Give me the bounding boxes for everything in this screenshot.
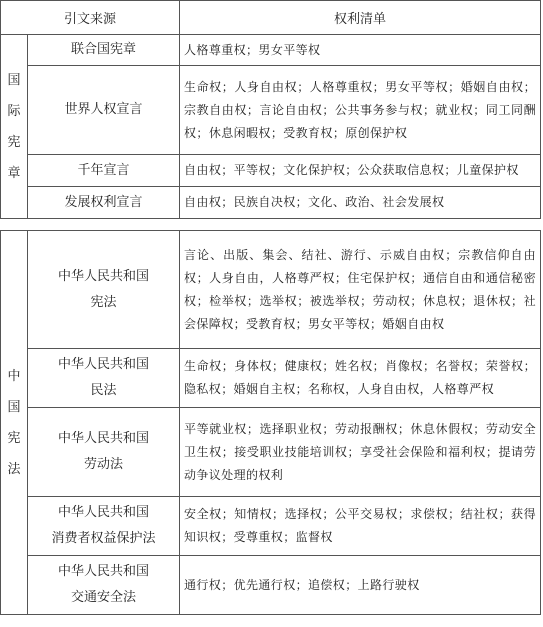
rights-cell: 生命权；身体权；健康权；姓名权；肖像权；名誉权；荣誉权；隐私权；婚姻自主权；名称权，人身自由权，人格尊严权: [180, 349, 541, 408]
source-cell: 联合国宪章: [28, 35, 180, 66]
rights-cell: 平等就业权；选择职业权；劳动报酬权；休息休假权；劳动安全卫生权；接受职业技能培训权；享受社会保险和福利权；提请劳动争议处理的权利: [180, 408, 541, 497]
domestic-table: [0, 230, 541, 615]
table-row: [1, 349, 541, 408]
rights-cell: 自由权；民族自决权；文化、政治、社会发展权: [180, 187, 541, 219]
rights-cell: 自由权；平等权；文化保护权；公众获取信息权；儿童保护权: [180, 155, 541, 187]
source-cell: 中华人民共和国 民法: [28, 349, 180, 408]
header-rights: 权利清单: [180, 1, 541, 35]
rights-cell: 言论、出版、集会、结社、游行、示威自由权；宗教信仰自由权；人身自由，人格尊严权；住宅保护权；通信自由和通信秘密权；检举权；选举权；被选举权；劳动权；休息权；退休权；社会保障权；受教育权；男女平等权；婚姻自由权: [180, 231, 541, 349]
table-row: [1, 231, 541, 349]
source-cell: 中华人民共和国 宪法: [28, 231, 180, 349]
source-cell: 中华人民共和国 消费者权益保护法: [28, 497, 180, 556]
source-cell: 千年宣言: [28, 155, 180, 187]
rights-cell: 人格尊重权；男女平等权: [180, 35, 541, 66]
source-cell: 中华人民共和国 交通安全法: [28, 556, 180, 615]
international-table: [0, 0, 541, 219]
rights-cell: 安全权；知情权；选择权；公平交易权；求偿权；结社权；获得知识权；受尊重权；监督权: [180, 497, 541, 556]
table-row: [1, 187, 541, 219]
table-row: [1, 556, 541, 615]
rights-cell: 通行权；优先通行权；追偿权；上路行驶权: [180, 556, 541, 615]
table-row: [1, 408, 541, 497]
table-row: [1, 497, 541, 556]
source-cell: 发展权利宣言: [28, 187, 180, 219]
source-cell: 中华人民共和国 劳动法: [28, 408, 180, 497]
header-row: [1, 1, 541, 35]
header-source: 引文来源: [1, 1, 180, 35]
category-domestic: 中 国 宪 法: [1, 231, 28, 615]
category-international: 国 际 宪 章: [1, 35, 28, 219]
table-row: [1, 35, 541, 66]
table-row: [1, 66, 541, 155]
table-row: [1, 155, 541, 187]
rights-cell: 生命权；人身自由权；人格尊重权；男女平等权；婚姻自由权；宗教自由权；言论自由权；公共事务参与权；就业权；同工同酬权；休息闲暇权；受教育权；原创保护权: [180, 66, 541, 155]
source-cell: 世界人权宣言: [28, 66, 180, 155]
